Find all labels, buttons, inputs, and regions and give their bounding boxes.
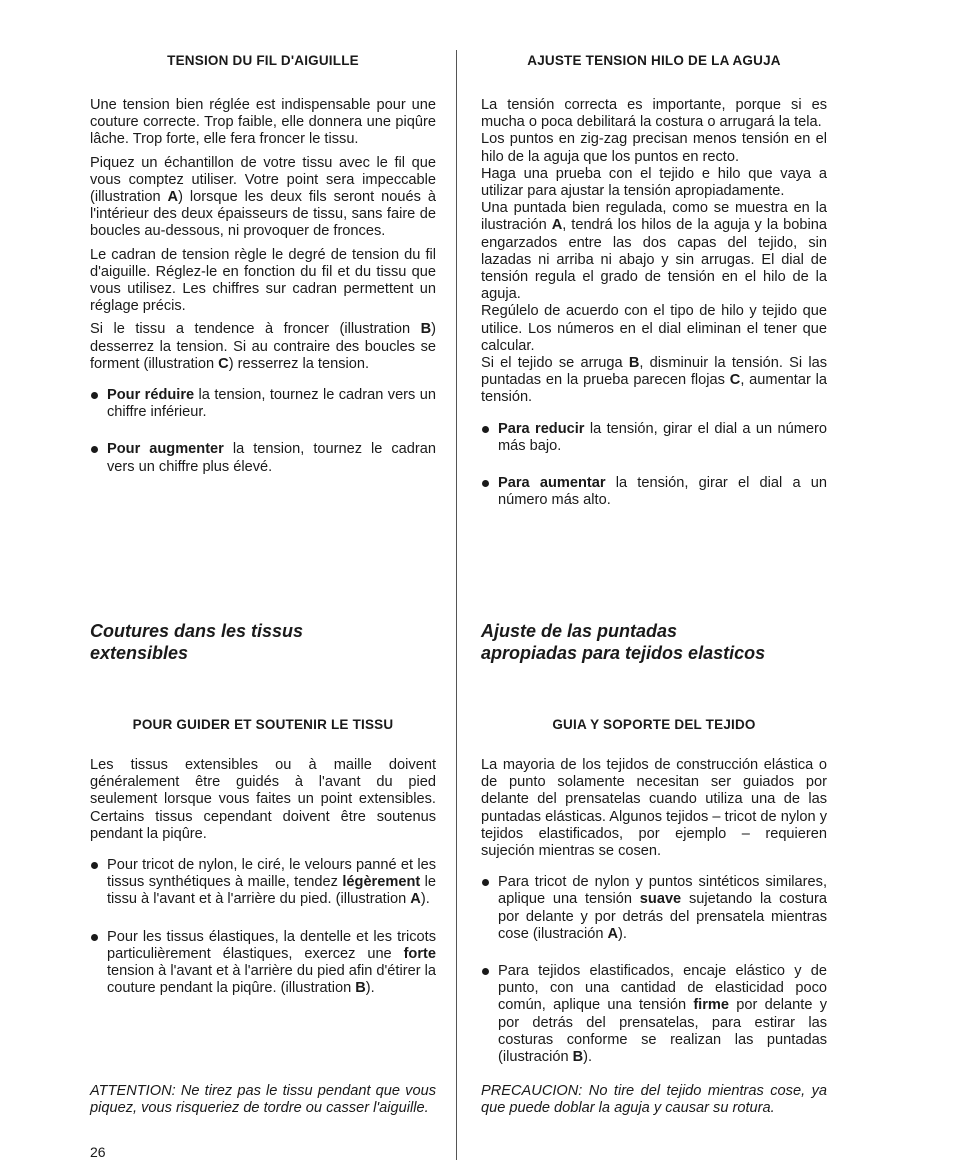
precaucion-note: PRECAUCION: No tire del tejido mientras cose, ya que puede doblar la aguja y causar su rotura.	[481, 1083, 827, 1117]
section-title-es: Ajuste de las puntadas apropiadas para tejidos elasticos	[481, 621, 766, 663]
heading-tension-fil: TENSION DU FIL D'AIGUILLE	[167, 53, 359, 68]
paragraph: La mayoria de los tejidos de construcción elástica o de punto solamente necesitan ser guiados por delante del prensatelas cuando utiliza una de las puntadas elásticas. Algunos tejidos – tricot de nylon y tejidos elastificados, por ejemplo – requieren sujeción mientras se cosen.	[481, 757, 827, 860]
bullet-dot	[91, 862, 98, 869]
bullet-dot	[482, 480, 489, 487]
paragraph: Si el tejido se arruga B, disminuir la tensión. Si las puntadas en la prueba parecen flojas C, aumentar la tensión.	[481, 355, 827, 406]
bullet-dot	[91, 446, 98, 453]
list-item: Para aumentar la tensión, girar el dial a un número más alto.	[481, 475, 827, 509]
paragraph: Si le tissu a tendence à froncer (illustration B) desserrez la tension. Si au contraire des boucles se forment (illustration C) resserrez la tension.	[90, 321, 436, 372]
list-item: Pour tricot de nylon, le ciré, le velours panné et les tissus synthétiques à maille, tendez légèrement le tissu à l'avant et à l'arrière du pied. (illustration A).	[90, 857, 436, 909]
heading-guider-tissu: POUR GUIDER ET SOUTENIR LE TISSU	[132, 717, 394, 732]
list-item: Para tejidos elastificados, encaje elástico y de punto, con una cantidad de elasticidad poco común, aplique una tensión firme por delante y por detrás del prensatelas, para estirar las costuras conforme se realizan las puntadas (ilustración B).	[481, 963, 827, 1066]
section-title-fr: Coutures dans les tissus extensibles	[90, 621, 304, 663]
paragraph: Les tissus extensibles ou à maille doivent généralement être guidés à l'avant du pied seulement lorsque vous faites un point extensibles. Certains tissus cependant doivent être soutenus pendant la piqûre.	[90, 757, 436, 842]
list-item: Para reducir la tensión, girar el dial a un número más bajo.	[481, 421, 827, 455]
paragraph: Une tension bien réglée est indispensable pour une couture correcte. Trop faible, elle donnera une piqûre lâche. Trop forte, elle fera froncer le tissu.	[90, 97, 436, 148]
guide-body-fr	[90, 757, 436, 997]
tension-bullets-fr	[90, 387, 436, 476]
paragraph: La tensión correcta es importante, porque si es mucha o poca debilitará la costura o arrugará la tela.	[481, 97, 827, 131]
bullet-dot	[482, 879, 489, 886]
paragraph: Haga una prueba con el tejido e hilo que vaya a utilizar para ajustar la tensión apropiadamente.	[481, 165, 827, 200]
bullet-dot	[482, 426, 489, 433]
paragraph: Piquez un échantillon de votre tissu avec le fil que vous comptez utiliser. Votre point sera impeccable (illustration A) lorsque les deux fils seront noués à l'intérieur des deux épaisseurs de tissu, sans faire de boucles au-dessous, ni provoquer de fronces.	[90, 154, 436, 240]
tension-body-fr	[90, 97, 436, 476]
paragraph: Los puntos en zig-zag precisan menos tensión en el hilo de la aguja que los puntos en recto.	[481, 131, 827, 165]
bullet-dot	[91, 392, 98, 399]
attention-note: ATTENTION: Ne tirez pas le tissu pendant que vous piquez, vous risqueriez de tordre ou casser l'aiguille.	[90, 1083, 436, 1117]
heading-guia-soporte: GUIA Y SOPORTE DEL TEJIDO	[552, 717, 756, 732]
guide-bullets-es	[481, 874, 827, 1066]
paragraph: Regúlelo de acuerdo con el tipo de hilo y tejido que utilice. Los números en el dial eliminan el tener que calcular.	[481, 303, 827, 354]
list-item: Pour réduire la tension, tournez le cadran vers un chiffre inférieur.	[90, 387, 436, 421]
tension-bullets-es	[481, 421, 827, 510]
bullet-dot	[482, 968, 489, 975]
paragraph: Le cadran de tension règle le degré de tension du fil d'aiguille. Réglez-le en fonction du fil et du tissu que vous utilisez. Les chiffres sur cadran permettent un réglage précis.	[90, 246, 436, 315]
heading-ajuste-tension: AJUSTE TENSION HILO DE LA AGUJA	[527, 53, 781, 68]
tension-body-es	[481, 97, 827, 509]
guide-body-es	[481, 757, 827, 1066]
list-item: Pour augmenter la tension, tournez le cadran vers un chiffre plus élevé.	[90, 441, 436, 475]
list-item: Para tricot de nylon y puntos sintéticos similares, aplique una tensión suave sujetando la costura por delante y por detrás del prensatela mientras cose (ilustración A).	[481, 874, 827, 943]
column-divider	[456, 50, 457, 1160]
paragraph: Una puntada bien regulada, como se muestra en la ilustración A, tendrá los hilos de la aguja y la bobina engarzados entre las dos capas del tejido, sin lazadas ni arriba ni abajo y sin arrugas. El dial de tensión regula el grado de tensión en el hilo de la aguja.	[481, 200, 827, 303]
bullet-dot	[91, 934, 98, 941]
page-number: 26	[90, 1144, 106, 1160]
guide-bullets-fr	[90, 857, 436, 997]
list-item: Pour les tissus élastiques, la dentelle et les tricots particulièrement élastiques, exercez une forte tension à l'avant et à l'arrière du pied afin d'étirer la couture pendant la piqûre. (illustration B).	[90, 929, 436, 998]
